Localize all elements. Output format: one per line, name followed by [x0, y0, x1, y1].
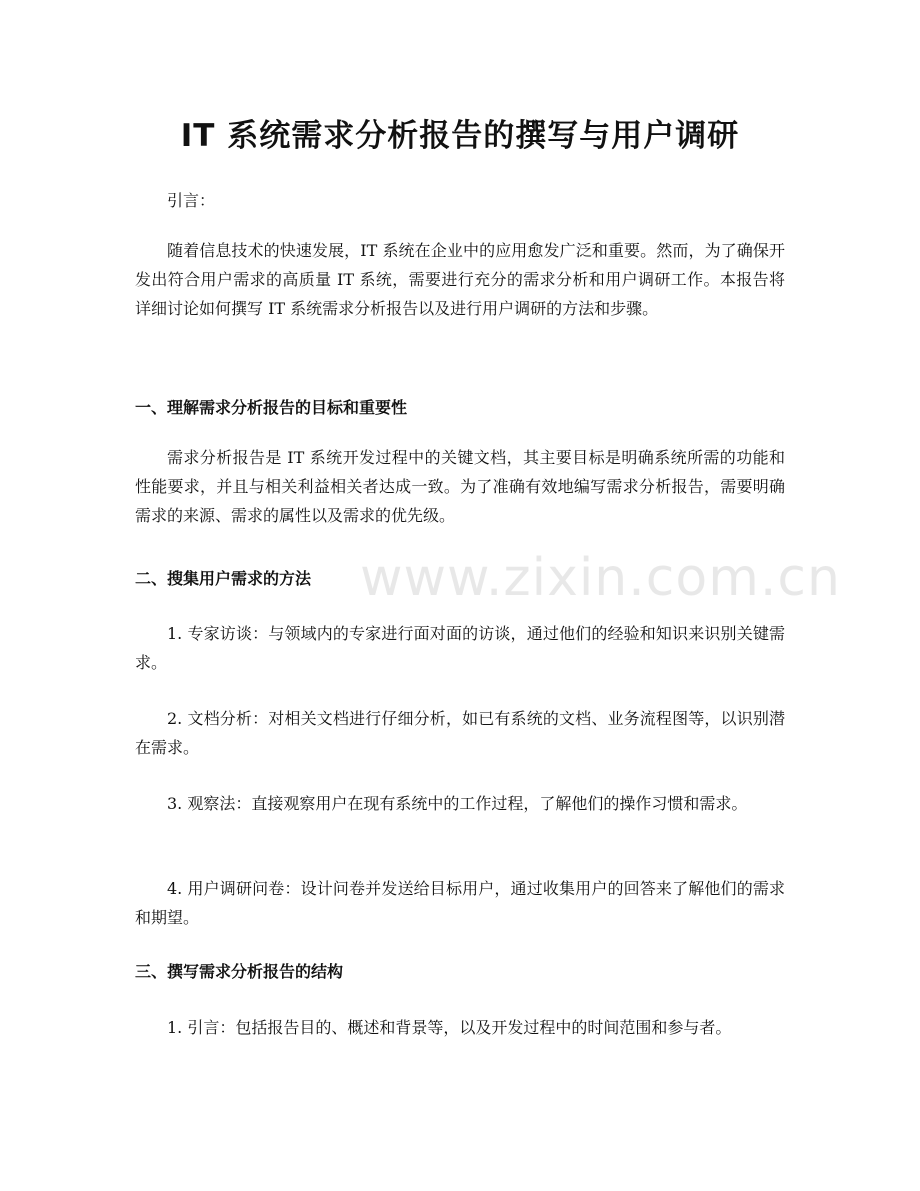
section-1-paragraph: 需求分析报告是 IT 系统开发过程中的关键文档，其主要目标是明确系统所需的功能和性能要求，并且与相关利益相关者达成一致。为了准确有效地编写需求分析报告，需要明确需求的来源、需求的属性以及需求的优先级。 [135, 448, 785, 525]
list-item: 2. 文档分析：对相关文档进行仔细分析，如已有系统的文档、业务流程图等，以识别潜在需求。 [135, 709, 785, 757]
list-item: 4. 用户调研问卷：设计问卷并发送给目标用户，通过收集用户的回答来了解他们的需求和期望。 [135, 879, 785, 927]
watermark-text: www.zixin.com.cn [360, 548, 841, 608]
list-item: 1. 专家访谈：与领域内的专家进行面对面的访谈，通过他们的经验和知识来识别关键需求。 [135, 624, 785, 672]
list-item: 1. 引言：包括报告目的、概述和背景等，以及开发过程中的时间范围和参与者。 [167, 1018, 732, 1037]
intro-paragraph: 随着信息技术的快速发展，IT 系统在企业中的应用愈发广泛和重要。然而，为了确保开发出符合用户需求的高质量 IT 系统，需要进行充分的需求分析和用户调研工作。本报告将详细讨论如何撰写 IT 系统需求分析报告以及进行用户调研的方法和步骤。 [135, 241, 785, 318]
intro-label: 引言： [167, 191, 216, 210]
section-1-heading: 一、理解需求分析报告的目标和重要性 [135, 398, 408, 417]
section-2-heading: 二、搜集用户需求的方法 [135, 569, 312, 588]
document-title: IT 系统需求分析报告的撰写与用户调研 [180, 118, 740, 154]
section-3-heading: 三、撰写需求分析报告的结构 [135, 962, 344, 981]
list-item: 3. 观察法：直接观察用户在现有系统中的工作过程，了解他们的操作习惯和需求。 [167, 794, 748, 813]
